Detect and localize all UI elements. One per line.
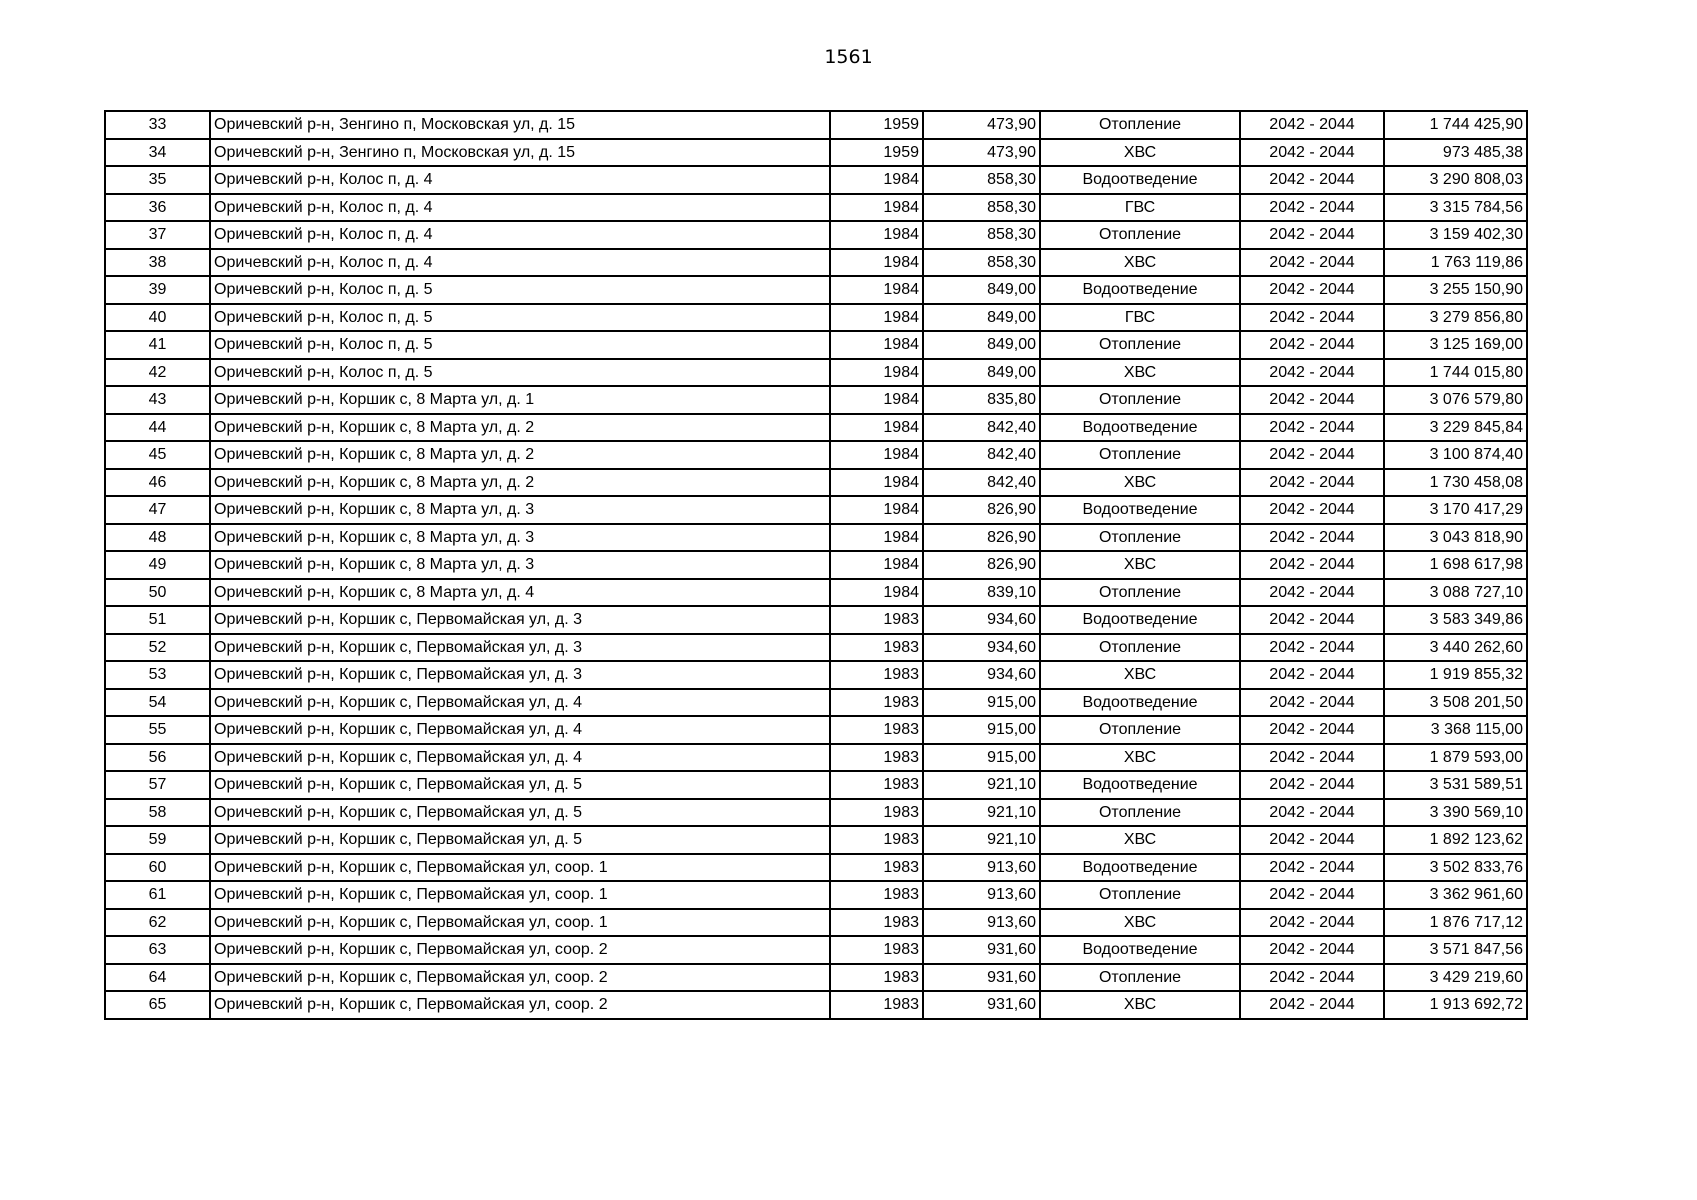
service-type-cell: ХВС — [1040, 991, 1240, 1019]
row-number: 35 — [105, 166, 210, 194]
area-cell: 842,40 — [923, 414, 1040, 442]
cost-cell: 3 290 808,03 — [1384, 166, 1527, 194]
table-row — [105, 304, 1527, 332]
cost-cell: 1 879 593,00 — [1384, 744, 1527, 772]
table-row — [105, 386, 1527, 414]
cost-cell: 3 170 417,29 — [1384, 496, 1527, 524]
cost-cell: 1 892 123,62 — [1384, 826, 1527, 854]
table-row — [105, 469, 1527, 497]
row-number: 42 — [105, 359, 210, 387]
year-cell: 1983 — [830, 881, 923, 909]
period-cell: 2042 - 2044 — [1240, 386, 1384, 414]
area-cell: 913,60 — [923, 881, 1040, 909]
area-cell: 858,30 — [923, 166, 1040, 194]
table-row — [105, 139, 1527, 167]
table-row — [105, 826, 1527, 854]
service-type-cell: Отопление — [1040, 331, 1240, 359]
area-cell: 934,60 — [923, 606, 1040, 634]
period-cell: 2042 - 2044 — [1240, 496, 1384, 524]
cost-cell: 1 744 425,90 — [1384, 111, 1527, 139]
service-type-cell: ХВС — [1040, 826, 1240, 854]
service-type-cell: Водоотведение — [1040, 689, 1240, 717]
cost-cell: 3 583 349,86 — [1384, 606, 1527, 634]
address-cell: Оричевский р-н, Коршик с, Первомайская ул, д. 5 — [210, 771, 830, 799]
cost-cell: 3 502 833,76 — [1384, 854, 1527, 882]
table-row — [105, 194, 1527, 222]
address-cell: Оричевский р-н, Зенгино п, Московская ул, д. 15 — [210, 139, 830, 167]
row-number: 64 — [105, 964, 210, 992]
cost-cell: 1 698 617,98 — [1384, 551, 1527, 579]
year-cell: 1984 — [830, 551, 923, 579]
period-cell: 2042 - 2044 — [1240, 249, 1384, 277]
service-type-cell: Водоотведение — [1040, 414, 1240, 442]
table-row — [105, 991, 1527, 1019]
table-row — [105, 634, 1527, 662]
cost-cell: 3 088 727,10 — [1384, 579, 1527, 607]
row-number: 44 — [105, 414, 210, 442]
cost-cell: 3 390 569,10 — [1384, 799, 1527, 827]
row-number: 38 — [105, 249, 210, 277]
year-cell: 1984 — [830, 496, 923, 524]
cost-cell: 3 362 961,60 — [1384, 881, 1527, 909]
address-cell: Оричевский р-н, Коршик с, Первомайская ул, д. 4 — [210, 744, 830, 772]
area-cell: 934,60 — [923, 661, 1040, 689]
row-number: 61 — [105, 881, 210, 909]
table-row — [105, 854, 1527, 882]
year-cell: 1984 — [830, 359, 923, 387]
period-cell: 2042 - 2044 — [1240, 331, 1384, 359]
year-cell: 1984 — [830, 221, 923, 249]
period-cell: 2042 - 2044 — [1240, 414, 1384, 442]
row-number: 50 — [105, 579, 210, 607]
year-cell: 1983 — [830, 716, 923, 744]
row-number: 65 — [105, 991, 210, 1019]
year-cell: 1983 — [830, 964, 923, 992]
period-cell: 2042 - 2044 — [1240, 689, 1384, 717]
year-cell: 1984 — [830, 276, 923, 304]
cost-cell: 3 315 784,56 — [1384, 194, 1527, 222]
row-number: 33 — [105, 111, 210, 139]
year-cell: 1984 — [830, 166, 923, 194]
address-cell: Оричевский р-н, Коршик с, Первомайская ул, д. 5 — [210, 826, 830, 854]
service-type-cell: ХВС — [1040, 469, 1240, 497]
service-type-cell: ХВС — [1040, 661, 1240, 689]
cost-cell: 1 744 015,80 — [1384, 359, 1527, 387]
row-number: 52 — [105, 634, 210, 662]
area-cell: 858,30 — [923, 221, 1040, 249]
row-number: 46 — [105, 469, 210, 497]
area-cell: 915,00 — [923, 744, 1040, 772]
table-row — [105, 221, 1527, 249]
cost-cell: 3 429 219,60 — [1384, 964, 1527, 992]
period-cell: 2042 - 2044 — [1240, 716, 1384, 744]
service-type-cell: Отопление — [1040, 221, 1240, 249]
table-row — [105, 689, 1527, 717]
table-row — [105, 276, 1527, 304]
row-number: 53 — [105, 661, 210, 689]
row-number: 55 — [105, 716, 210, 744]
year-cell: 1959 — [830, 111, 923, 139]
cost-cell: 3 368 115,00 — [1384, 716, 1527, 744]
service-type-cell: ХВС — [1040, 909, 1240, 937]
address-cell: Оричевский р-н, Коршик с, Первомайская ул, соор. 2 — [210, 936, 830, 964]
year-cell: 1984 — [830, 386, 923, 414]
table-body — [105, 111, 1527, 1019]
service-type-cell: Отопление — [1040, 441, 1240, 469]
year-cell: 1983 — [830, 689, 923, 717]
year-cell: 1984 — [830, 194, 923, 222]
area-cell: 915,00 — [923, 689, 1040, 717]
cost-cell: 3 125 169,00 — [1384, 331, 1527, 359]
table-row — [105, 414, 1527, 442]
year-cell: 1983 — [830, 936, 923, 964]
period-cell: 2042 - 2044 — [1240, 359, 1384, 387]
service-type-cell: Отопление — [1040, 524, 1240, 552]
address-cell: Оричевский р-н, Колос п, д. 5 — [210, 331, 830, 359]
row-number: 45 — [105, 441, 210, 469]
table-row — [105, 551, 1527, 579]
address-cell: Оричевский р-н, Коршик с, 8 Марта ул, д. 2 — [210, 441, 830, 469]
table-row — [105, 744, 1527, 772]
area-cell: 842,40 — [923, 441, 1040, 469]
year-cell: 1984 — [830, 441, 923, 469]
area-cell: 931,60 — [923, 991, 1040, 1019]
cost-cell: 3 229 845,84 — [1384, 414, 1527, 442]
address-cell: Оричевский р-н, Зенгино п, Московская ул, д. 15 — [210, 111, 830, 139]
address-cell: Оричевский р-н, Коршик с, Первомайская ул, д. 4 — [210, 689, 830, 717]
address-cell: Оричевский р-н, Коршик с, Первомайская ул, соор. 1 — [210, 881, 830, 909]
area-cell: 913,60 — [923, 854, 1040, 882]
table-row — [105, 249, 1527, 277]
table-row — [105, 936, 1527, 964]
row-number: 37 — [105, 221, 210, 249]
period-cell: 2042 - 2044 — [1240, 551, 1384, 579]
address-cell: Оричевский р-н, Коршик с, Первомайская ул, соор. 1 — [210, 854, 830, 882]
service-type-cell: ХВС — [1040, 359, 1240, 387]
cost-cell: 3 159 402,30 — [1384, 221, 1527, 249]
table-row — [105, 441, 1527, 469]
row-number: 60 — [105, 854, 210, 882]
table-row — [105, 606, 1527, 634]
year-cell: 1983 — [830, 771, 923, 799]
table-row — [105, 496, 1527, 524]
year-cell: 1983 — [830, 854, 923, 882]
service-type-cell: ГВС — [1040, 304, 1240, 332]
address-cell: Оричевский р-н, Коршик с, 8 Марта ул, д. 1 — [210, 386, 830, 414]
period-cell: 2042 - 2044 — [1240, 936, 1384, 964]
table-row — [105, 799, 1527, 827]
row-number: 34 — [105, 139, 210, 167]
address-cell: Оричевский р-н, Коршик с, 8 Марта ул, д. 4 — [210, 579, 830, 607]
row-number: 47 — [105, 496, 210, 524]
address-cell: Оричевский р-н, Колос п, д. 5 — [210, 304, 830, 332]
area-cell: 849,00 — [923, 359, 1040, 387]
cost-cell: 3 100 874,40 — [1384, 441, 1527, 469]
area-cell: 849,00 — [923, 331, 1040, 359]
service-type-cell: Водоотведение — [1040, 276, 1240, 304]
table-row — [105, 909, 1527, 937]
year-cell: 1983 — [830, 606, 923, 634]
period-cell: 2042 - 2044 — [1240, 771, 1384, 799]
area-cell: 921,10 — [923, 826, 1040, 854]
service-type-cell: Отопление — [1040, 579, 1240, 607]
cost-cell: 1 913 692,72 — [1384, 991, 1527, 1019]
cost-cell: 3 531 589,51 — [1384, 771, 1527, 799]
table-row — [105, 964, 1527, 992]
period-cell: 2042 - 2044 — [1240, 194, 1384, 222]
address-cell: Оричевский р-н, Колос п, д. 5 — [210, 276, 830, 304]
year-cell: 1983 — [830, 661, 923, 689]
year-cell: 1983 — [830, 991, 923, 1019]
row-number: 43 — [105, 386, 210, 414]
year-cell: 1959 — [830, 139, 923, 167]
row-number: 62 — [105, 909, 210, 937]
cost-cell: 973 485,38 — [1384, 139, 1527, 167]
row-number: 48 — [105, 524, 210, 552]
address-cell: Оричевский р-н, Колос п, д. 4 — [210, 221, 830, 249]
cost-cell: 3 279 856,80 — [1384, 304, 1527, 332]
area-cell: 826,90 — [923, 551, 1040, 579]
row-number: 51 — [105, 606, 210, 634]
service-type-cell: Отопление — [1040, 799, 1240, 827]
year-cell: 1983 — [830, 744, 923, 772]
period-cell: 2042 - 2044 — [1240, 881, 1384, 909]
period-cell: 2042 - 2044 — [1240, 166, 1384, 194]
area-cell: 849,00 — [923, 276, 1040, 304]
cost-cell: 1 730 458,08 — [1384, 469, 1527, 497]
area-cell: 915,00 — [923, 716, 1040, 744]
period-cell: 2042 - 2044 — [1240, 826, 1384, 854]
period-cell: 2042 - 2044 — [1240, 111, 1384, 139]
period-cell: 2042 - 2044 — [1240, 579, 1384, 607]
cost-cell: 3 440 262,60 — [1384, 634, 1527, 662]
address-cell: Оричевский р-н, Коршик с, Первомайская ул, д. 5 — [210, 799, 830, 827]
address-cell: Оричевский р-н, Колос п, д. 4 — [210, 166, 830, 194]
area-cell: 473,90 — [923, 111, 1040, 139]
period-cell: 2042 - 2044 — [1240, 304, 1384, 332]
row-number: 58 — [105, 799, 210, 827]
address-cell: Оричевский р-н, Коршик с, 8 Марта ул, д. 3 — [210, 551, 830, 579]
table-row — [105, 331, 1527, 359]
row-number: 56 — [105, 744, 210, 772]
address-cell: Оричевский р-н, Коршик с, Первомайская ул, д. 4 — [210, 716, 830, 744]
area-cell: 858,30 — [923, 194, 1040, 222]
row-number: 39 — [105, 276, 210, 304]
row-number: 49 — [105, 551, 210, 579]
address-cell: Оричевский р-н, Коршик с, Первомайская ул, соор. 2 — [210, 991, 830, 1019]
period-cell: 2042 - 2044 — [1240, 744, 1384, 772]
row-number: 59 — [105, 826, 210, 854]
period-cell: 2042 - 2044 — [1240, 276, 1384, 304]
cost-cell: 1 919 855,32 — [1384, 661, 1527, 689]
area-cell: 842,40 — [923, 469, 1040, 497]
service-type-cell: ХВС — [1040, 139, 1240, 167]
table-row — [105, 579, 1527, 607]
table-row — [105, 111, 1527, 139]
table-row — [105, 524, 1527, 552]
area-cell: 849,00 — [923, 304, 1040, 332]
period-cell: 2042 - 2044 — [1240, 991, 1384, 1019]
period-cell: 2042 - 2044 — [1240, 221, 1384, 249]
table-row — [105, 771, 1527, 799]
service-type-cell: Водоотведение — [1040, 166, 1240, 194]
service-type-cell: Отопление — [1040, 716, 1240, 744]
row-number: 41 — [105, 331, 210, 359]
period-cell: 2042 - 2044 — [1240, 799, 1384, 827]
period-cell: 2042 - 2044 — [1240, 964, 1384, 992]
address-cell: Оричевский р-н, Коршик с, 8 Марта ул, д. 2 — [210, 414, 830, 442]
year-cell: 1984 — [830, 579, 923, 607]
cost-cell: 3 571 847,56 — [1384, 936, 1527, 964]
area-cell: 921,10 — [923, 771, 1040, 799]
year-cell: 1984 — [830, 249, 923, 277]
area-cell: 931,60 — [923, 964, 1040, 992]
period-cell: 2042 - 2044 — [1240, 524, 1384, 552]
row-number: 36 — [105, 194, 210, 222]
address-cell: Оричевский р-н, Коршик с, Первомайская ул, д. 3 — [210, 606, 830, 634]
row-number: 57 — [105, 771, 210, 799]
period-cell: 2042 - 2044 — [1240, 661, 1384, 689]
service-type-cell: ХВС — [1040, 744, 1240, 772]
service-type-cell: ГВС — [1040, 194, 1240, 222]
area-cell: 921,10 — [923, 799, 1040, 827]
period-cell: 2042 - 2044 — [1240, 854, 1384, 882]
year-cell: 1984 — [830, 331, 923, 359]
period-cell: 2042 - 2044 — [1240, 606, 1384, 634]
address-cell: Оричевский р-н, Колос п, д. 4 — [210, 249, 830, 277]
year-cell: 1983 — [830, 799, 923, 827]
area-cell: 839,10 — [923, 579, 1040, 607]
address-cell: Оричевский р-н, Коршик с, Первомайская ул, соор. 1 — [210, 909, 830, 937]
service-type-cell: Отопление — [1040, 881, 1240, 909]
period-cell: 2042 - 2044 — [1240, 634, 1384, 662]
row-number: 63 — [105, 936, 210, 964]
service-type-cell: Водоотведение — [1040, 606, 1240, 634]
cost-cell: 3 043 818,90 — [1384, 524, 1527, 552]
year-cell: 1983 — [830, 826, 923, 854]
registry-table — [104, 110, 1528, 1020]
year-cell: 1984 — [830, 304, 923, 332]
service-type-cell: Отопление — [1040, 386, 1240, 414]
address-cell: Оричевский р-н, Колос п, д. 5 — [210, 359, 830, 387]
area-cell: 473,90 — [923, 139, 1040, 167]
table-row — [105, 359, 1527, 387]
area-cell: 913,60 — [923, 909, 1040, 937]
area-cell: 826,90 — [923, 496, 1040, 524]
period-cell: 2042 - 2044 — [1240, 909, 1384, 937]
year-cell: 1983 — [830, 634, 923, 662]
address-cell: Оричевский р-н, Коршик с, 8 Марта ул, д. 3 — [210, 496, 830, 524]
address-cell: Оричевский р-н, Коршик с, 8 Марта ул, д. 2 — [210, 469, 830, 497]
period-cell: 2042 - 2044 — [1240, 441, 1384, 469]
cost-cell: 3 076 579,80 — [1384, 386, 1527, 414]
table-row — [105, 661, 1527, 689]
service-type-cell: Водоотведение — [1040, 936, 1240, 964]
service-type-cell: Отопление — [1040, 634, 1240, 662]
area-cell: 835,80 — [923, 386, 1040, 414]
area-cell: 858,30 — [923, 249, 1040, 277]
cost-cell: 1 876 717,12 — [1384, 909, 1527, 937]
row-number: 54 — [105, 689, 210, 717]
year-cell: 1984 — [830, 414, 923, 442]
address-cell: Оричевский р-н, Коршик с, 8 Марта ул, д. 3 — [210, 524, 830, 552]
address-cell: Оричевский р-н, Коршик с, Первомайская ул, соор. 2 — [210, 964, 830, 992]
period-cell: 2042 - 2044 — [1240, 469, 1384, 497]
cost-cell: 3 508 201,50 — [1384, 689, 1527, 717]
area-cell: 931,60 — [923, 936, 1040, 964]
service-type-cell: Водоотведение — [1040, 771, 1240, 799]
year-cell: 1983 — [830, 909, 923, 937]
service-type-cell: ХВС — [1040, 249, 1240, 277]
row-number: 40 — [105, 304, 210, 332]
table-row — [105, 166, 1527, 194]
page-number: 1561 — [824, 46, 873, 68]
service-type-cell: ХВС — [1040, 551, 1240, 579]
address-cell: Оричевский р-н, Коршик с, Первомайская ул, д. 3 — [210, 634, 830, 662]
address-cell: Оричевский р-н, Колос п, д. 4 — [210, 194, 830, 222]
cost-cell: 3 255 150,90 — [1384, 276, 1527, 304]
area-cell: 826,90 — [923, 524, 1040, 552]
year-cell: 1984 — [830, 524, 923, 552]
service-type-cell: Отопление — [1040, 111, 1240, 139]
area-cell: 934,60 — [923, 634, 1040, 662]
address-cell: Оричевский р-н, Коршик с, Первомайская ул, д. 3 — [210, 661, 830, 689]
service-type-cell: Водоотведение — [1040, 854, 1240, 882]
table-row — [105, 881, 1527, 909]
table-row — [105, 716, 1527, 744]
service-type-cell: Отопление — [1040, 964, 1240, 992]
period-cell: 2042 - 2044 — [1240, 139, 1384, 167]
service-type-cell: Водоотведение — [1040, 496, 1240, 524]
cost-cell: 1 763 119,86 — [1384, 249, 1527, 277]
year-cell: 1984 — [830, 469, 923, 497]
